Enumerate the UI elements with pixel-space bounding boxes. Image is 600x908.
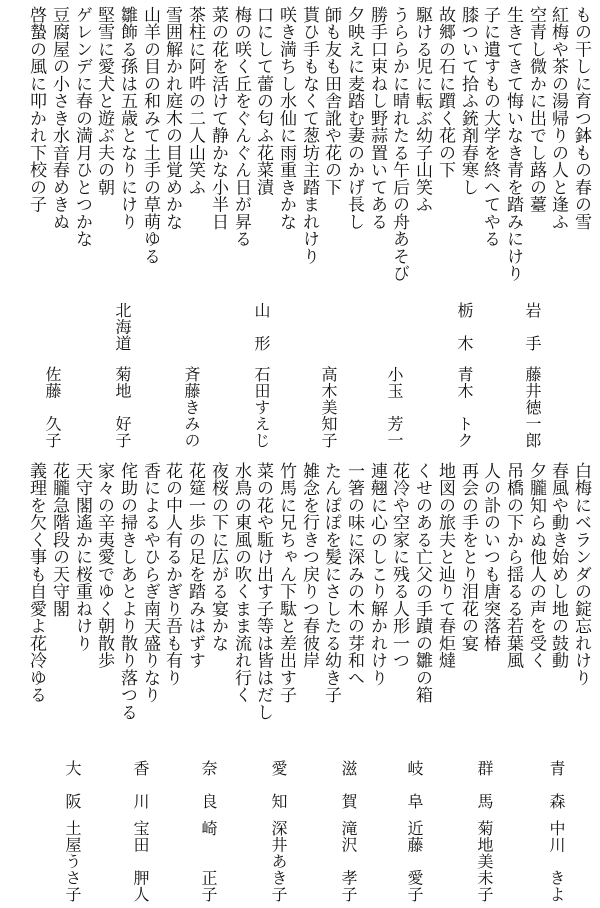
haiku-line: 人の訃のいつも唐突落椿	[480, 462, 500, 652]
haiku-line: 咲き満ちし水仙に雨重きかな	[276, 6, 296, 231]
author-prefecture: 北海道	[113, 302, 132, 352]
haiku-line: 膝ついて拾ふ銃剤春寒し	[458, 6, 478, 196]
author-prefecture: 滋 賀	[339, 760, 358, 810]
haiku-line: 紅梅や茶の湯帰りの人と逢ふ	[548, 6, 568, 231]
haiku-line: 水鳥の東風の吹くまま流れ行く	[231, 462, 251, 704]
author-name: 近藤 愛子	[405, 820, 424, 903]
haiku-line: 家々の辛夷愛でゆく朝散歩	[94, 462, 114, 669]
haiku-line: 白梅にベランダの錠忘れけり	[571, 462, 591, 687]
haiku-line: 侘助の掃きしあとより散り落つる	[117, 462, 137, 721]
haiku-line: 義理を欠く事も自愛よ花冷ゆる	[26, 462, 46, 704]
haiku-line: 堅雪に愛犬と遊ぶ夫の朝	[94, 6, 114, 196]
author-prefecture: 愛 知	[269, 760, 288, 810]
haiku-line: 山羊の目の和みて土手の草萌ゆる	[140, 6, 160, 265]
author-prefecture: 岐 阜	[405, 760, 424, 810]
haiku-line: 連翹に心のしこり解かれけり	[367, 462, 387, 687]
haiku-line: 地図の旅夫と辿りて春炬燵	[435, 462, 455, 669]
haiku-line: 春風や動き始めし地の鼓動	[548, 462, 568, 669]
haiku-line: 花冷や空家に残る人形一つ	[389, 462, 409, 669]
author-name: 佐藤 久子	[43, 366, 62, 449]
haiku-line: 一箸の味に深みの木の芽和へ	[344, 462, 364, 687]
haiku-line: 駆ける児に転ぶ幼子山笑ふ	[412, 6, 432, 213]
author-prefecture: 栃 木	[455, 302, 474, 352]
author-prefecture: 香 川	[131, 760, 150, 810]
author-name: 斉藤きみの	[182, 366, 201, 449]
haiku-line: 花筵一歩の足を踏みはずす	[185, 462, 205, 669]
haiku-line: 勝手口束ねし野蒜置いてある	[367, 6, 387, 231]
author-name: 石田すえじ	[252, 366, 271, 449]
author-name: 青木 トク	[455, 366, 474, 449]
haiku-line: 夜桜の下に広がる宴かな	[208, 462, 228, 652]
haiku-line: 生きてきて悔いなき青を踏みにけり	[503, 6, 523, 282]
haiku-line: 梅の咲く丘をぐんぐん日が昇る	[231, 6, 251, 248]
author-name: 滝沢 孝子	[339, 820, 358, 903]
haiku-line: くせのある亡父の手蹟の雛の箱	[412, 462, 432, 704]
author-prefecture: 群 馬	[475, 760, 494, 810]
haiku-line: 竹馬に兄ちゃん下駄と差出す子	[276, 462, 296, 704]
haiku-line: 吊橋の下から揺るる若葉風	[503, 462, 523, 669]
author-name: 高木美知子	[319, 366, 338, 449]
author-prefecture: 青 森	[547, 760, 566, 810]
haiku-line: 茶柱に阿吽の二人山笑ふ	[185, 6, 205, 196]
haiku-line: ゲレンデに春の満月ひとつかな	[72, 6, 92, 248]
haiku-line: 花朧急階段の天守閣	[49, 462, 69, 618]
haiku-line: 雪囲解かれ庭木の目覚めかな	[162, 6, 182, 231]
haiku-line: 雑念を行きつ戻りつ春彼岸	[299, 462, 319, 669]
haiku-line: 菜の花を活けて静かな小半日	[208, 6, 228, 231]
author-name: 深井あき子	[269, 820, 288, 903]
haiku-line: 師も友も田舎訛や花の下	[321, 6, 341, 196]
haiku-line: 夕朧知らぬ他人の声を受く	[526, 462, 546, 669]
haiku-line: 再会の手をとり泪花の宴	[458, 462, 478, 652]
author-name: 土屋うさ子	[63, 820, 82, 903]
haiku-line: もの干しに育つ鉢もの春の雪	[571, 6, 591, 231]
haiku-line: 啓蟄の風に叩かれ下校の子	[26, 6, 46, 213]
author-prefecture: 山 形	[252, 302, 271, 352]
haiku-line: 口にして蕾の匂ふ花菜漬	[253, 6, 273, 196]
haiku-line: 香によるやひらぎ南天盛りなり	[140, 462, 160, 704]
author-prefecture: 大 阪	[63, 760, 82, 810]
author-name: 菊地美未子	[475, 820, 494, 903]
author-prefecture: 奈 良	[199, 760, 218, 810]
haiku-line: たんぽぽを髪にさしたる幼き子	[321, 462, 341, 704]
author-name: 小玉 芳一	[385, 366, 404, 449]
author-name: 崎 正子	[199, 820, 218, 903]
author-prefecture: 岩 手	[523, 302, 542, 352]
haiku-line: うららかに晴れたる午后の舟あそび	[389, 6, 409, 282]
haiku-line: 天守閣遙かに桜重ねけり	[72, 462, 92, 652]
author-name: 藤井徳一郎	[523, 366, 542, 449]
haiku-line: 故郷の石に躓く花の下	[435, 6, 455, 179]
haiku-line: 貰ひ手もなくて葱坊主踏まれけり	[299, 6, 319, 265]
haiku-line: 夕映えに麦踏む妻のかげ長し	[344, 6, 364, 231]
haiku-line: 豆腐屋の小さき水音春めきぬ	[49, 6, 69, 231]
haiku-line: 空青し微かに出でし蕗の薹	[526, 6, 546, 213]
author-name: 中川 きよ	[547, 820, 566, 903]
author-name: 菊地 好子	[113, 366, 132, 449]
haiku-line: 子に遺すもの大学を終へてやる	[480, 6, 500, 248]
haiku-line: 菜の花や駈け出す子等は皆はだし	[253, 462, 273, 721]
haiku-line: 花の中人有るかぎり吾も有り	[162, 462, 182, 687]
author-name: 宝田 胛人	[131, 820, 150, 903]
haiku-line: 雛飾る孫は五歳となりにけり	[117, 6, 137, 231]
